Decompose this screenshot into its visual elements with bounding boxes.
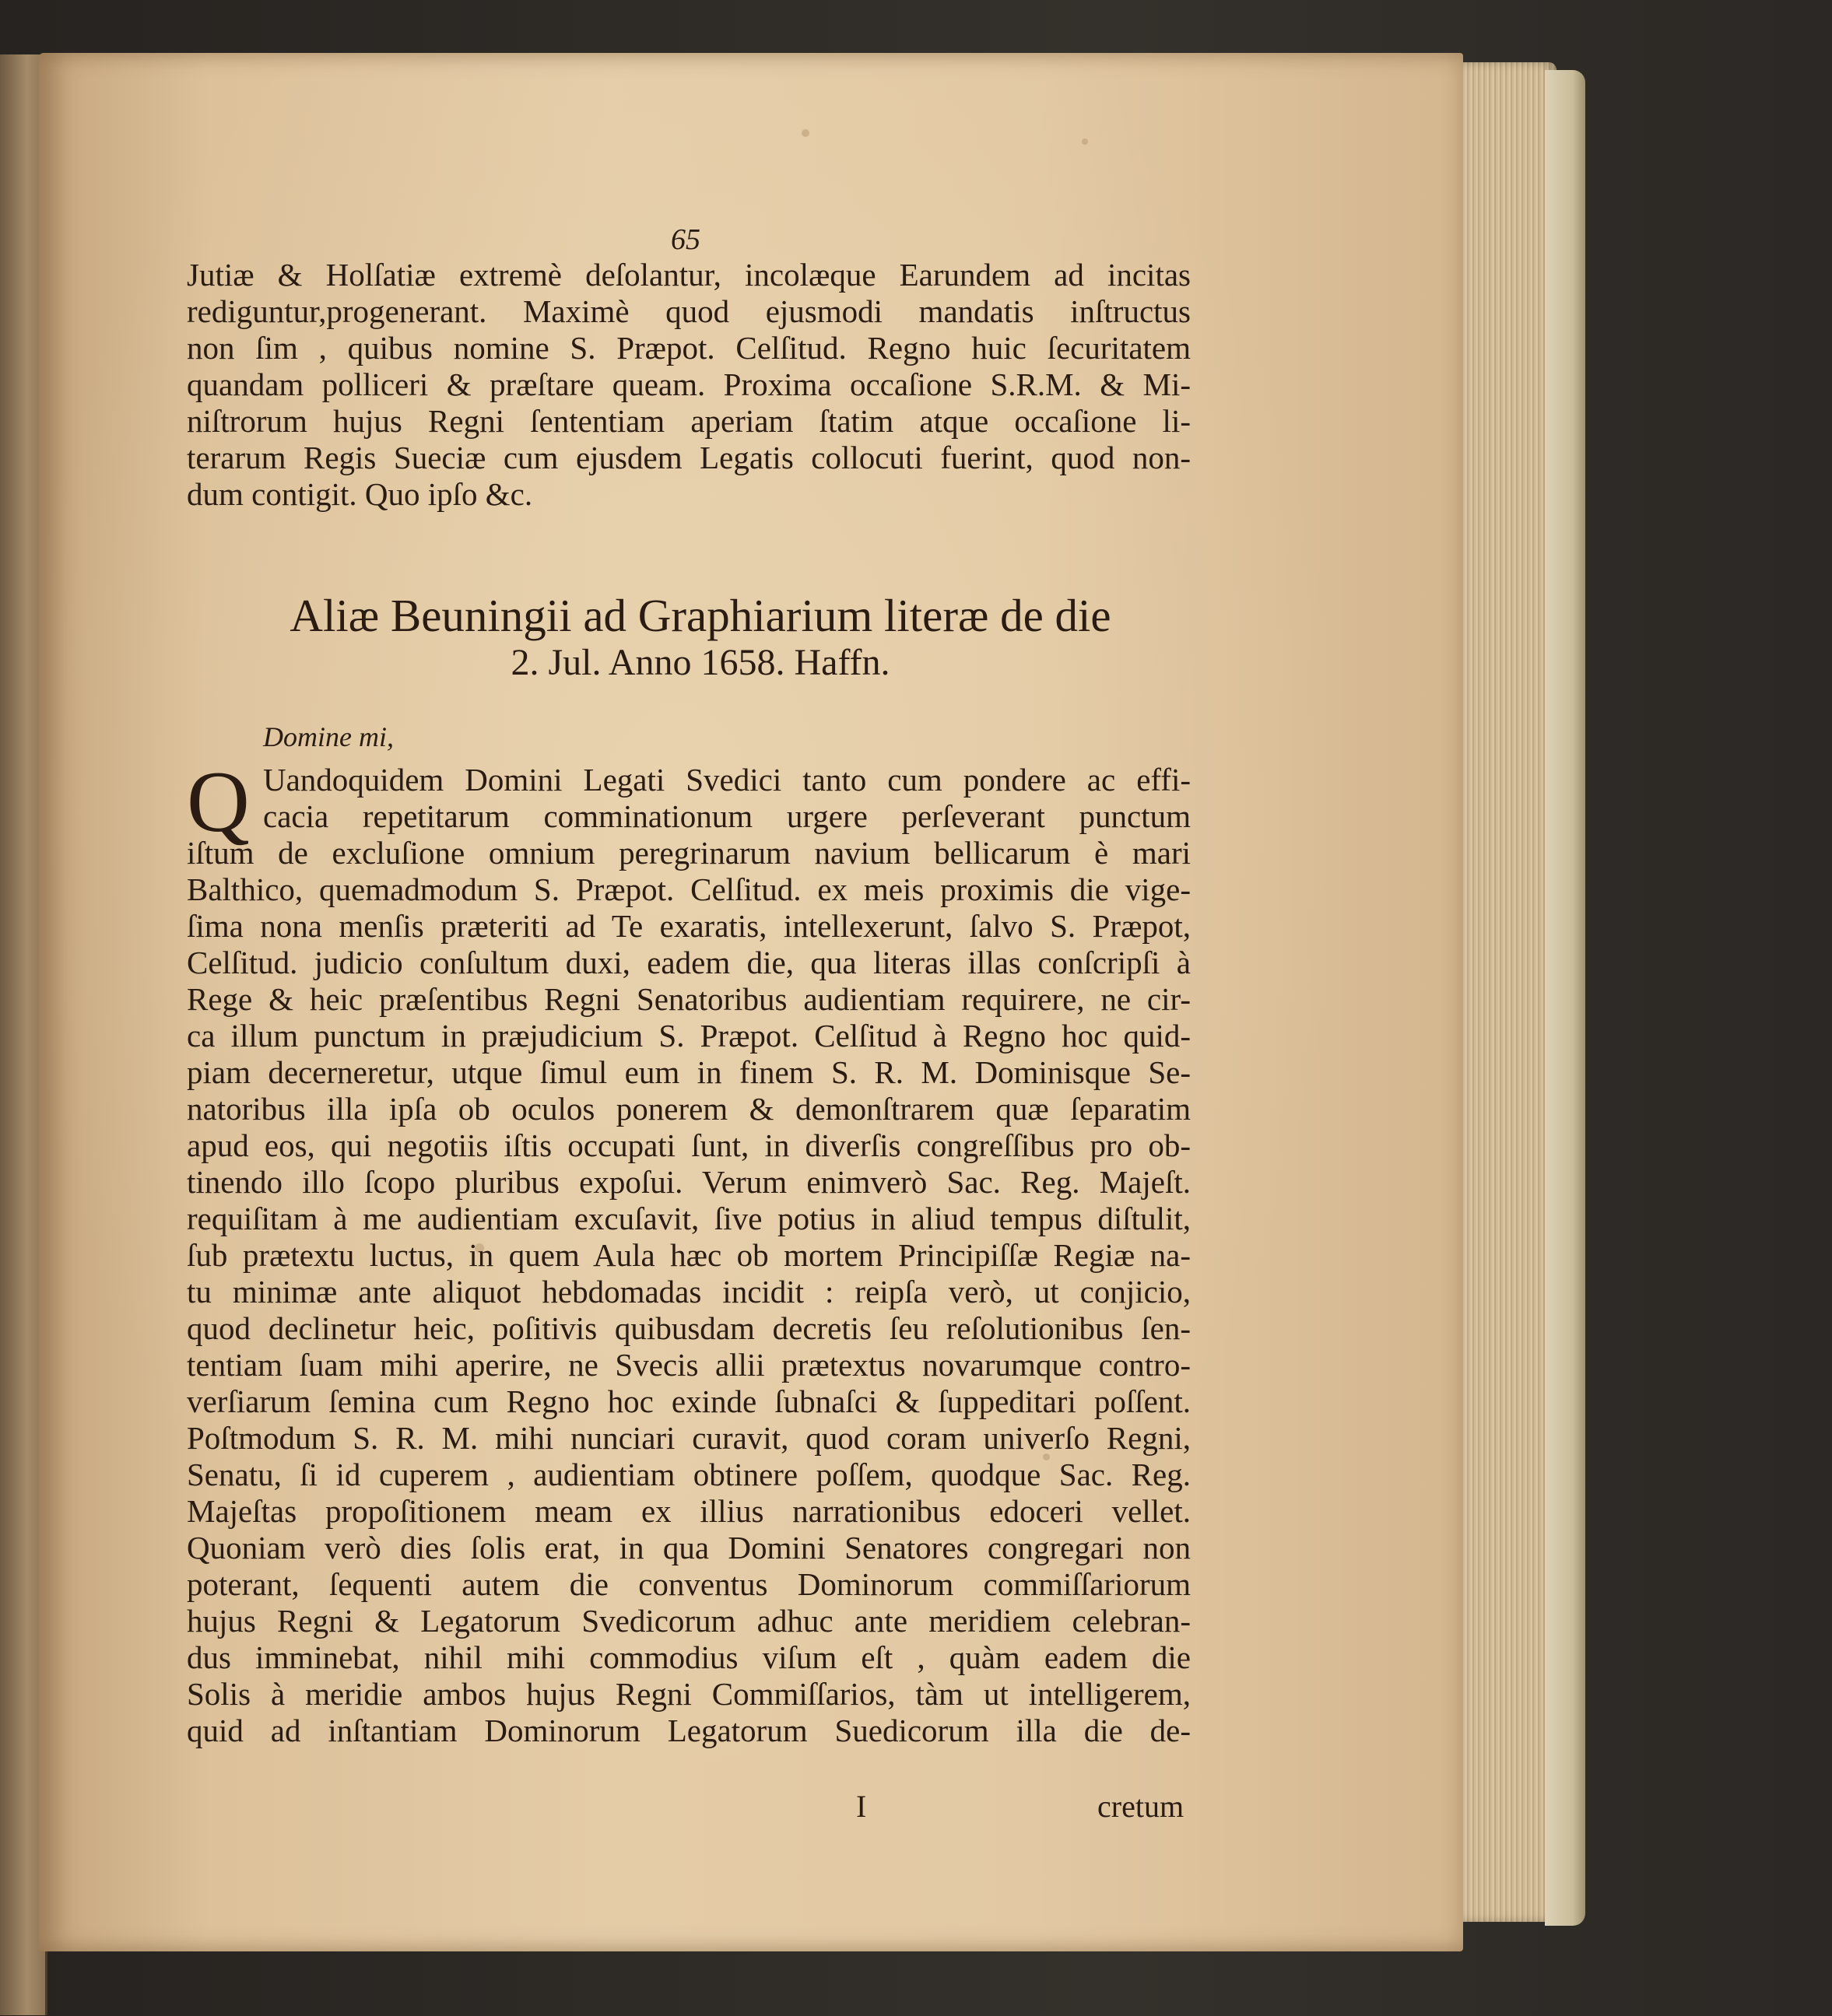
- foxing-spot: [1082, 138, 1088, 145]
- text-line: Senatu, ſi id cuperem , audientiam obtinere poſſem, quodque Sac. Reg.: [187, 1457, 1191, 1492]
- text-line: natoribus illa ipſa ob oculos ponerem & demonſtrarem quæ ſeparatim: [187, 1091, 1191, 1127]
- text-line: Celſitud. judicio conſultum duxi, eadem die, qua literas illas conſcripſi à: [187, 945, 1191, 980]
- text-line: tinendo illo ſcopo pluribus expoſui. Verum enimverò Sac. Reg. Majeſt.: [187, 1164, 1191, 1200]
- text-line: tu minimæ ante aliquot hebdomadas incidit : reipſa verò, ut conjicio,: [187, 1274, 1191, 1310]
- text-line: ſub prætextu luctus, in quem Aula hæc ob mortem Principiſſæ Regiæ na-: [187, 1237, 1191, 1273]
- drop-cap: Q: [187, 754, 250, 850]
- book-page: [39, 53, 1463, 1951]
- text-line: dus imminebat, nihil mihi commodius viſum eſt , quàm eadem die: [187, 1639, 1191, 1675]
- text-line: tentiam ſuam mihi aperire, ne Svecis allii prætextus novarumque contro-: [187, 1347, 1191, 1383]
- catchword: cretum: [1097, 1789, 1184, 1824]
- text-line: quod declinetur heic, poſitivis quibusdam decretis ſeu reſolutionibus ſen-: [187, 1310, 1191, 1346]
- text-line: Rege & heic præſentibus Regni Senatoribus audientiam requirere, ne cir-: [187, 981, 1191, 1017]
- text-line: piam decerneretur, utque ſimul eum in finem S. R. M. Dominisque Se-: [187, 1054, 1191, 1090]
- text-line: Jutiæ & Holſatiæ extremè deſolantur, incolæque Earundem ad incitas: [187, 257, 1191, 293]
- text-line: rediguntur,progenerant. Maximè quod ejusmodi mandatis inſtructus: [187, 293, 1191, 329]
- book-page-edges: [1448, 62, 1556, 1922]
- top-paragraph: [187, 257, 1191, 513]
- text-line: apud eos, qui negotiis iſtis occupati ſunt, in diverſis congreſſibus pro ob-: [187, 1127, 1191, 1163]
- text-line: Balthico, quemadmodum S. Præpot. Celſitud. ex meis proximis die vige-: [187, 871, 1191, 907]
- text-line: ſima nona menſis præteriti ad Te exaratis, intellexerunt, ſalvo S. Præpot,: [187, 908, 1191, 944]
- text-line: Uandoquidem Domini Legati Svedici tanto cum pondere ac effi-: [263, 762, 1191, 798]
- text-line: verſiarum ſemina cum Regno hoc exinde ſubnaſci & ſuppeditari poſſent.: [187, 1383, 1191, 1419]
- text-line: hujus Regni & Legatorum Svedicorum adhuc ante meridiem celebran-: [187, 1603, 1191, 1639]
- text-line: poterant, ſequenti autem die conventus Dominorum commiſſariorum: [187, 1566, 1191, 1602]
- letter-heading: [261, 590, 1140, 685]
- salutation: Domine mi,: [263, 721, 394, 752]
- letter-body: [187, 754, 1191, 1749]
- vellum-binding: [1545, 70, 1585, 1926]
- text-line: iſtum de excluſione omnium peregrinarum navium bellicarum è mari: [187, 835, 1191, 871]
- heading-line-2: 2. Jul. Anno 1658. Haffn.: [511, 642, 890, 683]
- text-line: Quoniam verò dies ſolis erat, in qua Domini Senatores congregari non: [187, 1530, 1191, 1565]
- signature-mark: I: [856, 1789, 867, 1824]
- text-line: Poſtmodum S. R. M. mihi nunciari curavit, quod coram univerſo Regni,: [187, 1420, 1191, 1456]
- text-line: cacia repetitarum comminationum urgere perſeverant punctum: [263, 798, 1191, 834]
- text-line: non ſim , quibus nomine S. Præpot. Celſitud. Regno huic ſecuritatem: [187, 330, 1191, 366]
- text-line: quandam polliceri & præſtare queam. Proxima occaſione S.R.M. & Mi-: [187, 366, 1191, 402]
- text-line: quid ad inſtantiam Dominorum Legatorum Suedicorum illa die de-: [187, 1713, 1191, 1748]
- text-line: terarum Regis Sueciæ cum ejusdem Legatis collocuti fuerint, quod non-: [187, 440, 1191, 475]
- text-line: Majeſtas propoſitionem meam ex illius narrationibus edoceri vellet.: [187, 1493, 1191, 1529]
- text-line: Solis à meridie ambos hujus Regni Commiſſarios, tàm ut intelligerem,: [187, 1676, 1191, 1712]
- text-line: dum contigit. Quo ipſo &c.: [187, 476, 533, 512]
- page-number: 65: [671, 223, 700, 256]
- text-line: niſtrorum hujus Regni ſententiam aperiam ſtatim atque occaſione li-: [187, 403, 1191, 439]
- text-line: ca illum punctum in præjudicium S. Præpot. Celſitud à Regno hoc quid-: [187, 1018, 1191, 1054]
- foxing-spot: [802, 129, 809, 137]
- text-line: requiſitam à me audientiam excuſavit, ſive potius in aliud tempus diſtulit,: [187, 1201, 1191, 1236]
- heading-line-1: Aliæ Beuningii ad Graphiarium literæ de die: [290, 590, 1111, 641]
